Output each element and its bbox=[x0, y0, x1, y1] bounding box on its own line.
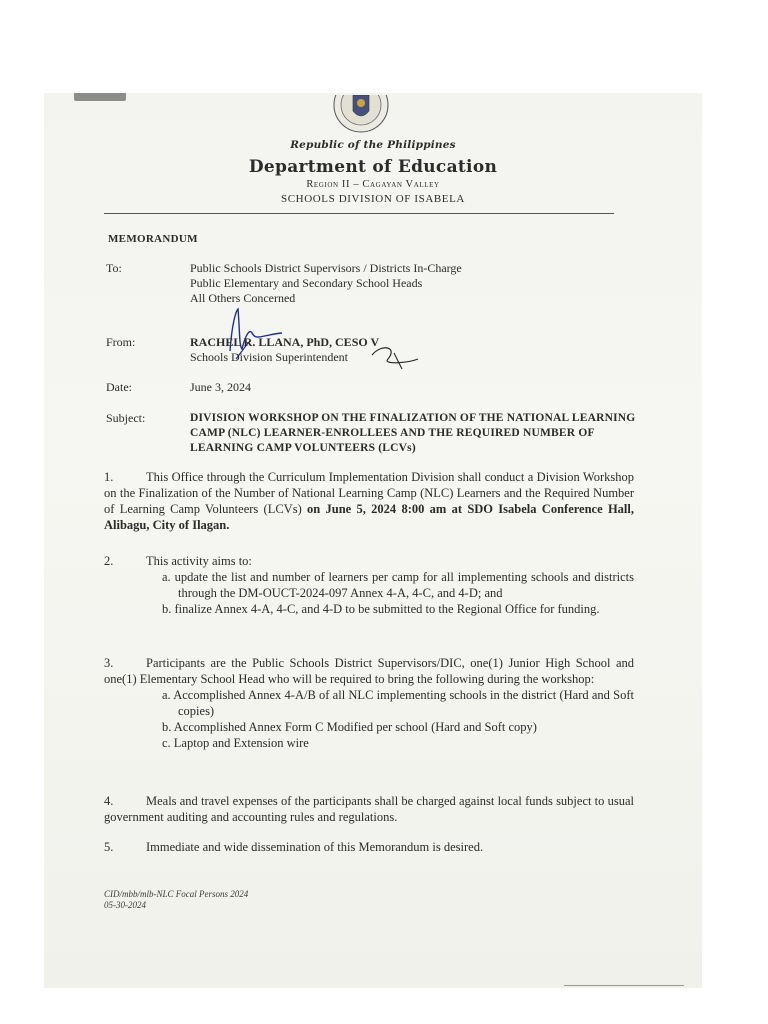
paragraph-bold-text: on June 5, 2024 8:00 am at SDO Isabela Conference Hall, Alibagu, City of Ilagan. bbox=[104, 502, 634, 532]
list-item: a. Accomplished Annex 4-A/B of all NLC implementing schools in the district (Hard and Soft copies) bbox=[162, 688, 634, 718]
paragraph-text: Immediate and wide dissemination of this Memorandum is desired. bbox=[146, 840, 484, 854]
sender-name: RACHEL R. LLANA, PhD, CESO V bbox=[190, 335, 380, 349]
paragraph-number: 5. bbox=[104, 840, 114, 854]
paragraph-3 bbox=[104, 655, 634, 751]
date-value: June 3, 2024 bbox=[190, 380, 251, 394]
paragraph-4 bbox=[104, 793, 634, 825]
paragraph-text: This Office through the Curriculum Implementation Division shall conduct a Division Workshop on the Finalization of the Number of National Learning Camp (NLC) Learners and the Required Number of Learning Camp Volunteers (LCVs) bbox=[104, 470, 634, 516]
deped-seal-icon bbox=[333, 95, 389, 133]
sender-title: Schools Division Superintendent bbox=[190, 350, 348, 364]
date-label: Date: bbox=[106, 380, 132, 394]
letterhead-division: SCHOOLS DIVISION OF ISABELA bbox=[281, 193, 465, 205]
letterhead-divider bbox=[104, 213, 614, 214]
page-tab-mark bbox=[74, 93, 126, 101]
list-item: b. Accomplished Annex Form C Modified per school (Hard and Soft copy) bbox=[162, 720, 537, 734]
from-sender bbox=[190, 335, 650, 365]
bottom-divider bbox=[564, 985, 684, 986]
letterhead-region: Region II – Cagayan Valley bbox=[306, 179, 440, 190]
reference-date: 05-30-2024 bbox=[104, 900, 146, 910]
to-line: All Others Concerned bbox=[190, 291, 296, 305]
to-line: Public Schools District Supervisors / Districts In-Charge bbox=[190, 261, 462, 275]
requirements-list bbox=[104, 687, 634, 751]
subject-value: DIVISION WORKSHOP ON THE FINALIZATION OF THE NATIONAL LEARNING CAMP (NLC) LEARNER-ENROLLEES AND THE REQUIRED NUMBER OF LEARNING CAMP VOLUNTEERS (LCVs) bbox=[190, 412, 636, 454]
list-item: a. update the list and number of learners per camp for all implementing schools and districts through the DM-OUCT-2024-097 Annex 4-A, 4-C, and 4-D; and bbox=[162, 570, 634, 600]
aims-list bbox=[104, 569, 634, 617]
reference-line: CID/mbb/mlb-NLC Focal Persons 2024 bbox=[104, 889, 249, 899]
list-item: c. Laptop and Extension wire bbox=[162, 736, 309, 750]
paragraph-2 bbox=[104, 553, 634, 617]
from-label: From: bbox=[106, 335, 136, 349]
list-item: b. finalize Annex 4-A, 4-C, and 4-D to be submitted to the Regional Office for funding. bbox=[162, 602, 600, 616]
paragraph-1 bbox=[104, 469, 634, 533]
to-line: Public Elementary and Secondary School Heads bbox=[190, 276, 423, 290]
letterhead-department: Department of Education bbox=[248, 157, 498, 177]
paragraph-text: Meals and travel expenses of the participants shall be charged against local funds subject to usual government auditing and accounting rules and regulations. bbox=[104, 794, 634, 824]
letterhead-republic: Republic of the Philippines bbox=[290, 139, 456, 151]
to-label: To: bbox=[106, 261, 122, 275]
subject-label: Subject: bbox=[106, 411, 146, 425]
paragraph-text: Participants are the Public Schools District Supervisors/DIC, one(1) Junior High School and one(1) Elementary School Head who will be required to bring the following during the workshop: bbox=[104, 656, 634, 686]
reference-code bbox=[104, 889, 248, 911]
paragraph-number: 4. bbox=[104, 794, 114, 808]
paragraph-text: This activity aims to: bbox=[146, 554, 252, 568]
paragraph-number: 2. bbox=[104, 554, 114, 568]
paragraph-5 bbox=[104, 839, 634, 855]
paragraph-number: 3. bbox=[104, 656, 114, 670]
paragraph-number: 1. bbox=[104, 470, 114, 484]
memo-heading: MEMORANDUM bbox=[108, 233, 198, 245]
to-recipients bbox=[190, 261, 650, 306]
memo-page bbox=[44, 93, 702, 988]
